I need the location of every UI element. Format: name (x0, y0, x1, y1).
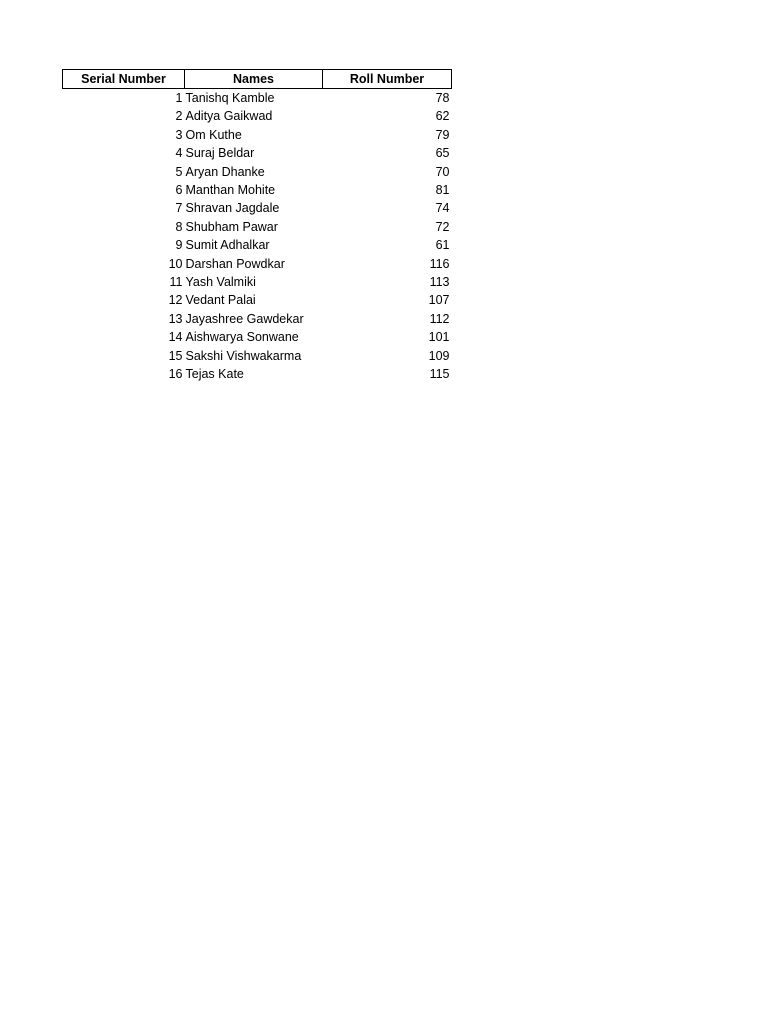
serial-cell: 6 (175, 183, 183, 198)
roll-cell: 62 (435, 109, 450, 124)
roll-cell: 74 (435, 201, 450, 216)
name-cell: Aryan Dhanke (185, 164, 265, 179)
serial-cell: 14 (168, 330, 183, 345)
serial-cell: 9 (175, 238, 183, 253)
header-row (63, 70, 452, 89)
name-cell: Tejas Kate (185, 367, 244, 382)
table-row (63, 347, 452, 365)
table-row (63, 199, 452, 217)
roll-cell: 78 (435, 91, 450, 105)
name-cell: Sumit Adhalkar (185, 238, 270, 253)
table-row (63, 236, 452, 254)
serial-cell: 7 (175, 201, 183, 216)
table-row (63, 273, 452, 291)
roll-cell: 112 (429, 311, 450, 326)
header-names: Names (185, 70, 323, 89)
roll-cell: 61 (435, 238, 450, 253)
table-row (63, 144, 452, 162)
header-roll-number: Roll Number (323, 70, 452, 89)
serial-cell: 5 (175, 164, 183, 179)
table-row (63, 163, 452, 181)
serial-cell: 1 (175, 91, 183, 105)
table-row (63, 218, 452, 236)
serial-cell: 15 (168, 348, 183, 363)
table-row (63, 107, 452, 125)
table-row (63, 181, 452, 199)
roll-cell: 107 (428, 293, 450, 308)
serial-cell: 3 (175, 127, 183, 142)
student-table (62, 69, 452, 384)
serial-cell: 16 (168, 367, 183, 382)
roll-cell: 101 (428, 330, 450, 345)
name-cell: Darshan Powdkar (185, 256, 285, 271)
serial-cell: 11 (169, 275, 183, 290)
table-row (63, 291, 452, 309)
table-row (63, 365, 452, 383)
name-cell: Yash Valmiki (185, 275, 256, 290)
serial-cell: 4 (175, 146, 183, 161)
roll-cell: 65 (435, 146, 450, 161)
roll-cell: 113 (429, 275, 450, 290)
serial-cell: 2 (175, 109, 183, 124)
roll-cell: 72 (435, 219, 450, 234)
roll-cell: 116 (429, 256, 450, 271)
serial-cell: 8 (175, 219, 183, 234)
student-table-container (62, 69, 451, 384)
roll-cell: 70 (435, 164, 450, 179)
table-row (63, 89, 452, 108)
name-cell: Tanishq Kamble (185, 91, 275, 105)
roll-cell: 115 (429, 367, 450, 382)
roll-cell: 81 (435, 183, 450, 198)
table-row (63, 310, 452, 328)
header-serial-number: Serial Number (63, 70, 185, 89)
table-body (63, 89, 452, 384)
name-cell: Suraj Beldar (185, 146, 255, 161)
name-cell: Shravan Jagdale (185, 201, 280, 216)
roll-cell: 79 (435, 127, 450, 142)
table-row (63, 126, 452, 144)
serial-cell: 12 (168, 293, 183, 308)
name-cell: Jayashree Gawdekar (185, 311, 304, 326)
serial-cell: 13 (168, 311, 183, 326)
roll-cell: 109 (428, 348, 450, 363)
name-cell: Aishwarya Sonwane (185, 330, 299, 345)
serial-cell: 10 (168, 256, 183, 271)
table-row (63, 255, 452, 273)
name-cell: Vedant Palai (185, 293, 256, 308)
name-cell: Aditya Gaikwad (185, 109, 273, 124)
name-cell: Om Kuthe (185, 127, 242, 142)
name-cell: Sakshi Vishwakarma (185, 348, 302, 363)
name-cell: Shubham Pawar (185, 219, 278, 234)
table-row (63, 328, 452, 346)
name-cell: Manthan Mohite (185, 183, 276, 198)
